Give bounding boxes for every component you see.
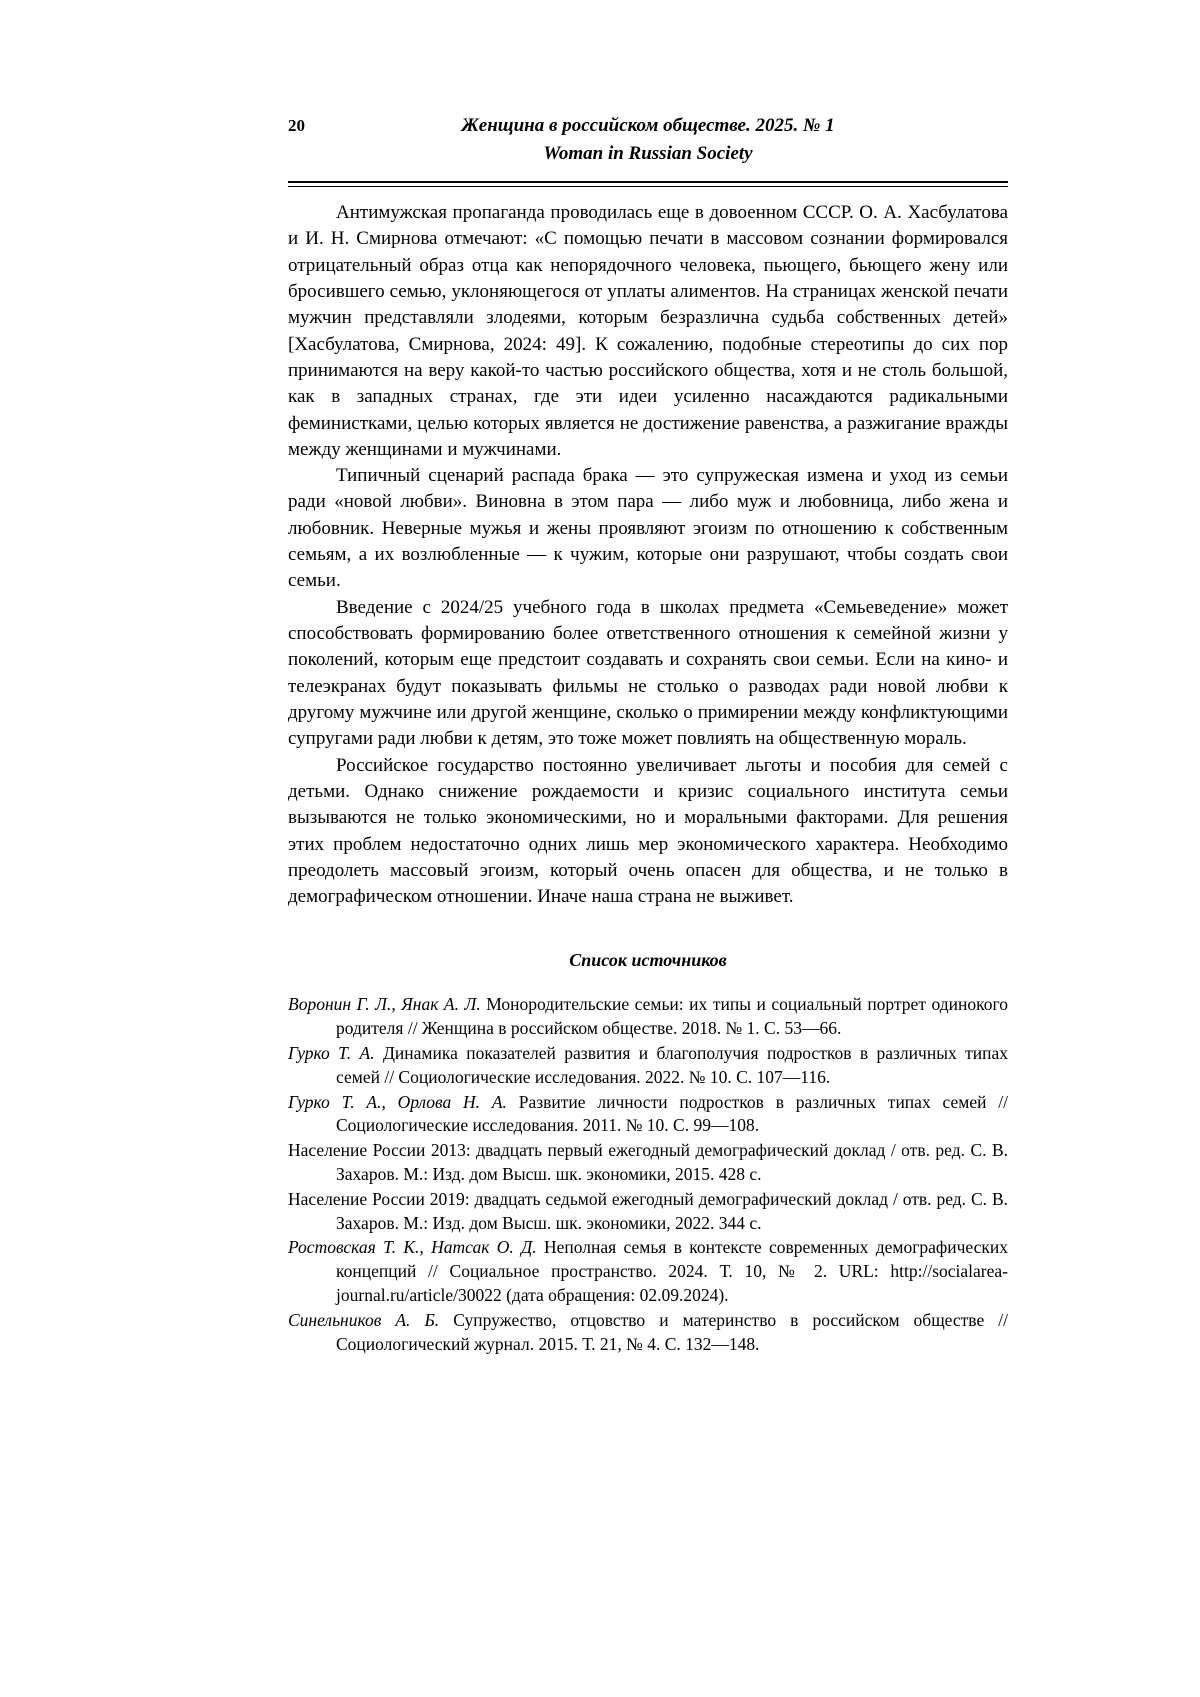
- reference-text: Неполная семья в контексте современных демографических концепций // Социальное пространство. 2024. Т. 10, № 2. URL: http://socialarea-journal.ru/article/30022 (дата обращения: 02.09.2024).: [336, 1237, 1009, 1305]
- body-paragraph: Введение с 2024/25 учебного года в школах предмета «Семьеведение» может способствовать формированию более ответственного отношения к семейной жизни у поколений, которым еще предстоит создавать и сохранять свои семьи. Если на кино- и телеэкранах будут показывать фильмы не столько о разводах ради новой любви к другому мужчине или другой женщине, сколько о примирении между конфликтующими супругами ради любви к детям, это тоже может повлиять на общественную мораль.: [288, 596, 1008, 750]
- body-paragraph: Типичный сценарий распада брака — это супружеская измена и уход из семьи ради «новой любви». Виновна в этом пара — либо муж и любовница, либо жена и любовник. Неверные мужья и жены проявляют эгоизм по отношению к собственным семьям, а их возлюбленные — к чужим, которые они разрушают, чтобы создать свои семьи.: [288, 465, 1008, 592]
- page-header: [288, 112, 1008, 174]
- journal-title-en: Woman in Russian Society: [543, 142, 753, 164]
- reference-authors: Гурко Т. А., Орлова Н. А.: [288, 1091, 507, 1112]
- journal-title-block: [288, 112, 1008, 167]
- reference-authors: Воронин Г. Л., Янак А. Л.: [288, 994, 481, 1015]
- reference-text: Развитие личности подростков в различных типах семей // Социологические исследования. 2011. № 10. С. 99—108.: [336, 1091, 1009, 1136]
- reference-item: [288, 1042, 1008, 1090]
- reference-text: Население России 2019: двадцать седьмой ежегодный демографический доклад / отв. ред. С. В. Захаров. М.: Изд. дом Высш. шк. экономики, 2022. 344 с.: [288, 1188, 1008, 1233]
- reference-item: [288, 1309, 1008, 1357]
- reference-item: [288, 1236, 1008, 1307]
- reference-text: Население России 2013: двадцать первый ежегодный демографический доклад / отв. ред. С. В. Захаров. М.: Изд. дом Высш. шк. экономики, 2015. 428 с.: [288, 1140, 1008, 1185]
- reference-text: Монородительские семьи: их типы и социальный портрет одинокого родителя // Женщина в российском обществе. 2018. № 1. С. 53—66.: [336, 994, 1008, 1039]
- reference-item: [288, 1091, 1008, 1139]
- body-paragraph: Российское государство постоянно увеличивает льготы и пособия для семей с детьми. Однако снижение рождаемости и кризис социального института семьи вызываются не только экономическими, но и моральными факторами. Для решения этих проблем недостаточно одних лишь мер экономического характера. Необходимо преодолеть массовый эгоизм, который очень опасен для общества, и не только в демографическом отношении. Иначе наша страна не выживет.: [288, 754, 1008, 908]
- references-heading: Список источников: [569, 950, 727, 971]
- article-body: [288, 200, 1008, 910]
- reference-item: [288, 1139, 1008, 1187]
- header-divider: [288, 181, 1008, 187]
- reference-authors: Ростовская Т. К., Натсак О. Д.: [288, 1237, 537, 1258]
- reference-item: [288, 1188, 1008, 1236]
- references-list: [288, 993, 1008, 1356]
- reference-authors: Синельников А. Б.: [288, 1309, 440, 1330]
- body-paragraph: Антимужская пропаганда проводилась еще в довоенном СССР. О. А. Хасбулатова и И. Н. Смирнова отмечают: «С помощью печати в массовом сознании формировался отрицательный образ отца как непорядочного человека, пьющего, бьющего жену или бросившего семью, уклоняющегося от уплаты алиментов. На страницах женской печати мужчин представляли злодеями, которым безразлична судьба собственных детей» [Хасбулатова, Смирнова, 2024: 49]. К сожалению, подобные стереотипы до сих пор принимаются на веру какой-то частью российского общества, хотя и не столь большой, как в западных странах, где эти идеи усиленно насаждаются радикальными феминистками, целью которых является не достижение равенства, а разжигание вражды между женщинами и мужчинами.: [288, 202, 1008, 460]
- page-content: [288, 112, 1008, 1357]
- reference-item: [288, 993, 1008, 1041]
- reference-text: Динамика показателей развития и благополучия подростков в различных типах семей // Социологические исследования. 2022. № 10. С. 107—116.: [336, 1043, 1008, 1087]
- page-number: 20: [288, 116, 305, 135]
- reference-text: Супружество, отцовство и материнство в российском обществе // Социологический журнал. 2015. Т. 21, № 4. С. 132—148.: [336, 1309, 1008, 1354]
- journal-title-ru: Женщина в российском обществе. 2025. № 1: [461, 115, 835, 136]
- reference-authors: Гурко Т. А.: [288, 1043, 375, 1064]
